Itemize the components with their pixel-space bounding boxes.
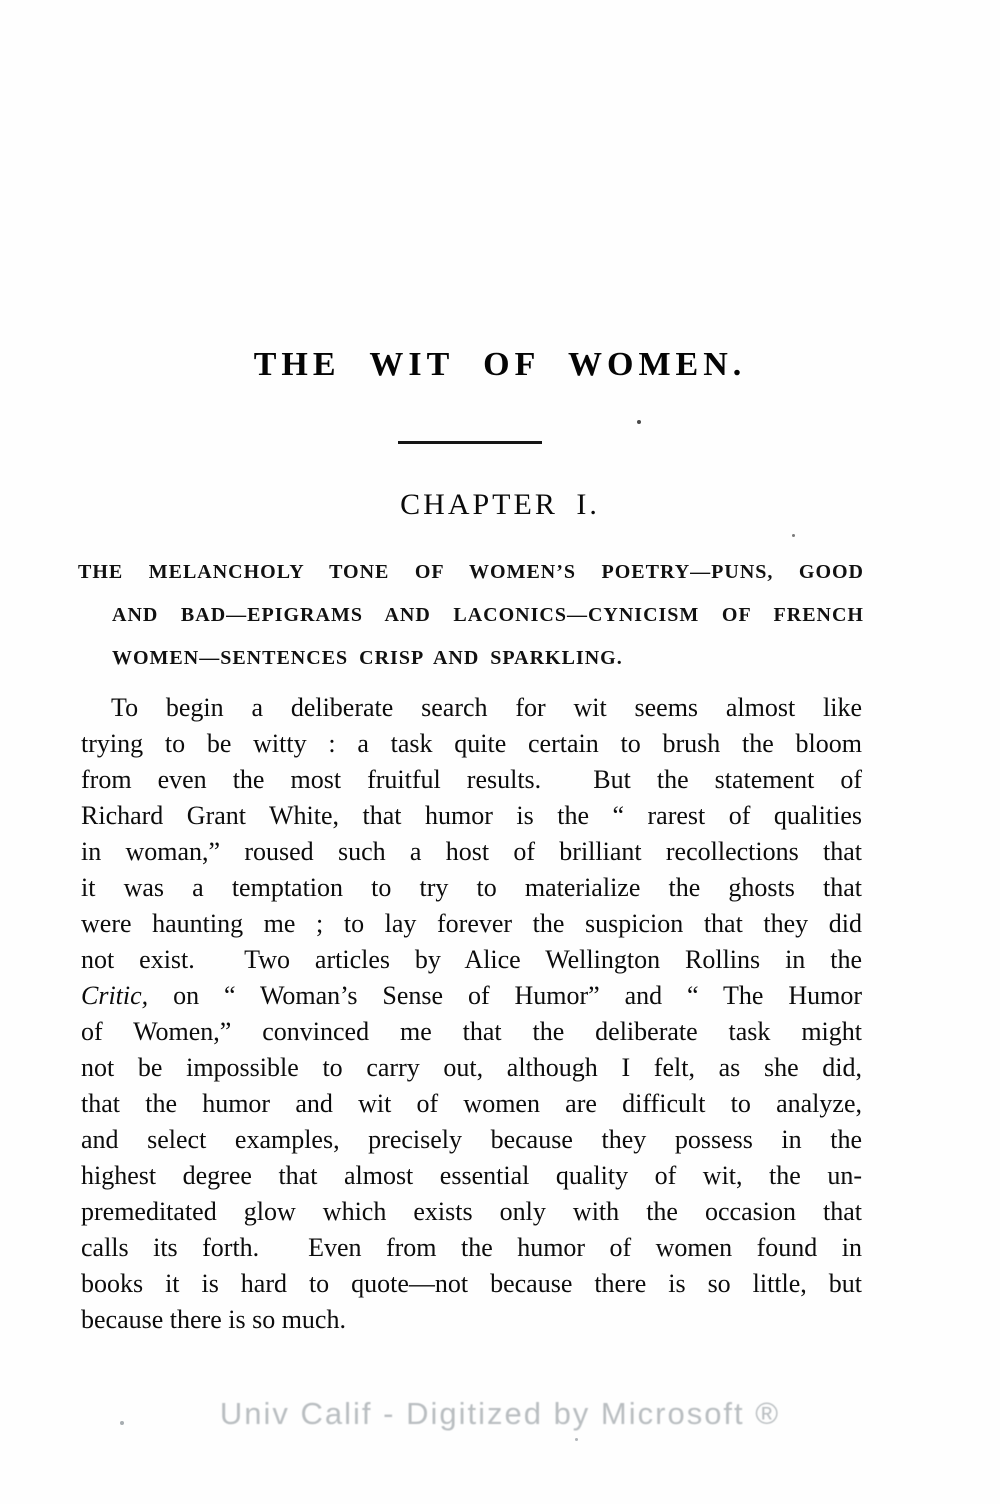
summary-line: THE MELANCHOLY TONE OF WOMEN’S POETRY—PUNS, GOOD xyxy=(78,561,864,583)
body-line-text: on “ Woman’s Sense of Humor” and “ The Humor xyxy=(173,981,863,1010)
body-line: and select examples, precisely because they possess in the xyxy=(81,1125,862,1154)
body-line: of Women,” convinced me that the deliberate task might xyxy=(81,1017,862,1046)
scan-speck xyxy=(120,1421,124,1425)
body-line: because there is so much. xyxy=(81,1305,346,1334)
body-line xyxy=(81,978,862,1014)
digitization-watermark: Univ Calif - Digitized by Microsoft ® xyxy=(219,1396,781,1431)
body-line: in woman,” roused such a host of brilliant recollections that xyxy=(81,837,862,866)
body-line: not be impossible to carry out, although I felt, as she did, xyxy=(81,1053,862,1082)
summary-line: WOMEN—SENTENCES CRISP AND SPARKLING. xyxy=(112,647,623,669)
body-line: highest degree that almost essential quality of wit, the un- xyxy=(81,1161,862,1190)
body-line: books it is hard to quote—not because there is so little, but xyxy=(81,1269,862,1298)
title-divider xyxy=(398,441,542,444)
body-line: were haunting me ; to lay forever the suspicion that they did xyxy=(81,909,862,938)
body-line: calls its forth. Even from the humor of women found in xyxy=(81,1233,862,1262)
body-paragraph xyxy=(81,690,862,1338)
body-line: trying to be witty : a task quite certain to brush the bloom xyxy=(81,729,862,758)
scan-speck xyxy=(575,1438,578,1441)
italic-citation: Critic, xyxy=(81,981,149,1010)
body-line: not exist. Two articles by Alice Wellington Rollins in the xyxy=(81,945,862,974)
body-line: To begin a deliberate search for wit seems almost like xyxy=(111,693,862,722)
body-line: premeditated glow which exists only with the occasion that xyxy=(81,1197,862,1226)
body-line: that the humor and wit of women are difficult to analyze, xyxy=(81,1089,862,1118)
book-title: THE WIT OF WOMEN. xyxy=(253,346,747,383)
chapter-heading: CHAPTER I. xyxy=(400,488,600,521)
scan-speck xyxy=(637,420,641,424)
chapter-summary xyxy=(78,551,864,680)
body-line: it was a temptation to try to materialize the ghosts that xyxy=(81,873,862,902)
scan-speck xyxy=(792,534,795,537)
body-line: Richard Grant White, that humor is the “ rarest of qualities xyxy=(81,801,862,830)
summary-line: AND BAD—EPIGRAMS AND LACONICS—CYNICISM OF FRENCH xyxy=(112,604,864,626)
body-line: from even the most fruitful results. But the statement of xyxy=(81,765,862,794)
